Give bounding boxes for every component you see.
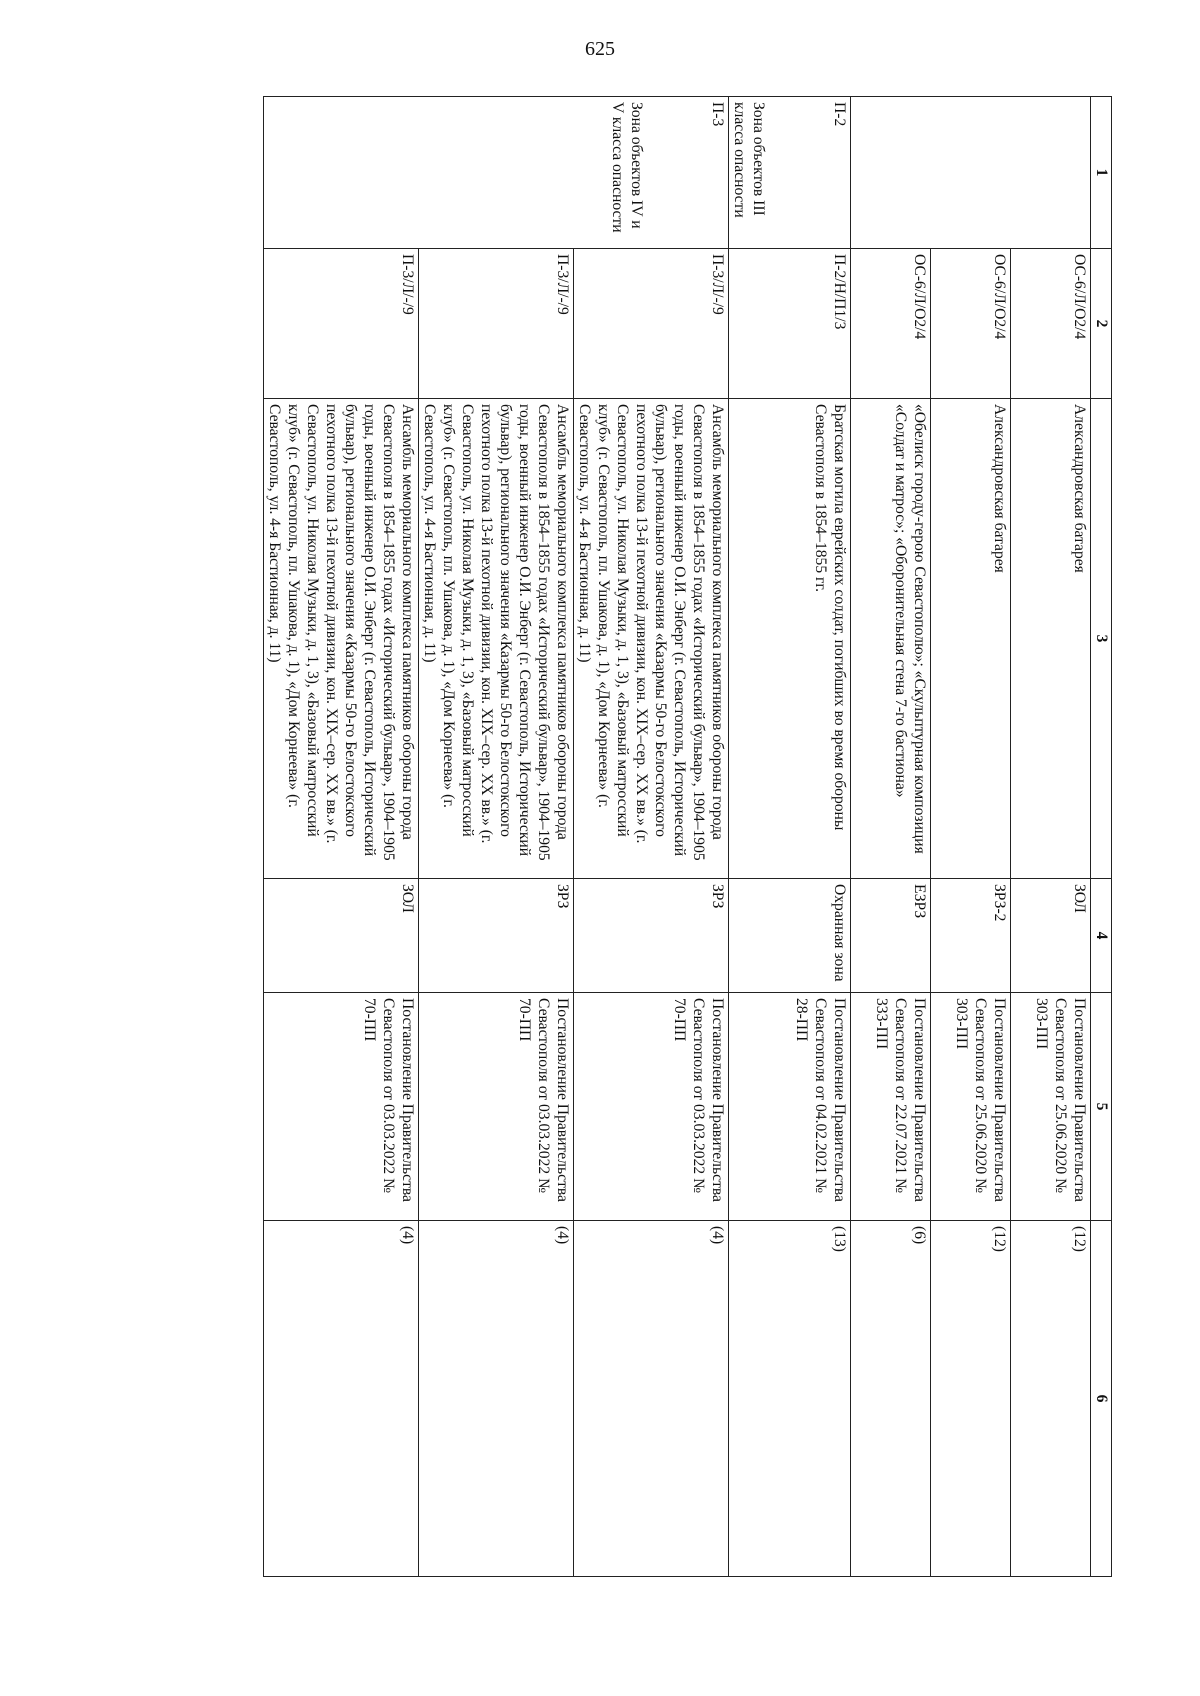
table-row: [1011, 97, 1091, 1577]
zone-cell: [729, 97, 851, 249]
column-header: 3: [1091, 399, 1112, 879]
zone-cell: [264, 97, 729, 249]
note-ref: (12): [1011, 1221, 1091, 1577]
regulation: Постановление Правительства Севастополя от 25.06.2020 № 303-ПП: [931, 993, 1011, 1221]
column-header: 6: [1091, 1221, 1112, 1577]
note-ref: (4): [574, 1221, 729, 1577]
column-header: 5: [1091, 993, 1112, 1221]
zone-cell: [851, 97, 1091, 249]
zone-type: ЕЗРЗ: [851, 879, 931, 993]
object-code: П-3/Л/-/9: [574, 249, 729, 399]
object-name: «Обелиск городу-герою Севастополю»; «Скульптурная композиция «Солдат и матрос»; «Оборонительная стена 7-го бастиона»: [851, 399, 931, 879]
object-code: ОС-6/Л/О2/4: [851, 249, 931, 399]
table-row: [419, 97, 574, 1577]
column-header: 2: [1091, 249, 1112, 399]
note-ref: (4): [419, 1221, 574, 1577]
object-name: Александровская батарея: [1011, 399, 1091, 879]
zone-type: ЗРЗ: [419, 879, 574, 993]
object-code: П-3/Л/-/9: [264, 249, 419, 399]
regulation: Постановление Правительства Севастополя от 25.06.2020 № 303-ПП: [1011, 993, 1091, 1221]
regulation: Постановление Правительства Севастополя от 03.03.2022 № 70-ПП: [419, 993, 574, 1221]
zone-type: ЗОЛ: [264, 879, 419, 993]
object-code: П-2/Н/П1/3: [729, 249, 851, 399]
table-row: [729, 97, 851, 1577]
object-code: ОС-6/Л/О2/4: [1011, 249, 1091, 399]
note-ref: (6): [851, 1221, 931, 1577]
zone-code: П-3: [709, 102, 726, 127]
object-name: Ансамбль мемориального комплекса памятников обороны города Севастополя в 1854–1855 годах «Исторический бульвар», 1904–1905 годы, военный инженер О.И. Энберг (г. Севастополь, Исторический бульвар), регионального значения «Казармы 50-го Белостокского пехотного полка 13-й пехотной дивизии, кон. XIX–сер. XX вв.» (г. Севастополь, ул. Николая Музыки, д. 1, 3), «Базовый матросский клуб» (г. Севастополь, пл. Ушакова, д. 1), «Дом Корнеева» (г. Севастополь, ул. 4-я Бастионная, д. 11): [419, 399, 574, 879]
rotated-table-container: [194, 96, 1112, 1576]
zone-type: ЗОЛ: [1011, 879, 1091, 993]
regulation: Постановление Правительства Севастополя от 22.07.2021 № 333-ПП: [851, 993, 931, 1221]
zone-type: ЗРЗ: [574, 879, 729, 993]
table-row: [574, 97, 729, 1577]
object-name: Александровская батарея: [931, 399, 1011, 879]
zones-table: [263, 96, 1112, 1577]
zone-type: Охранная зона: [729, 879, 851, 993]
object-name: Братская могила еврейских солдат, погибших во время обороны Севастополя в 1854–1855 гг.: [729, 399, 851, 879]
object-code: ОС-6/Л/О2/4: [931, 249, 1011, 399]
note-ref: (4): [264, 1221, 419, 1577]
zone-code: П-2: [831, 102, 848, 127]
zone-type: ЗРЗ-2: [931, 879, 1011, 993]
table-header-row: [1091, 97, 1112, 1577]
regulation: Постановление Правительства Севастополя от 03.03.2022 № 70-ПП: [574, 993, 729, 1221]
object-name: Ансамбль мемориального комплекса памятников обороны города Севастополя в 1854–1855 годах «Исторический бульвар», 1904–1905 годы, военный инженер О.И. Энберг (г. Севастополь, Исторический бульвар), регионального значения «Казармы 50-го Белостокского пехотного полка 13-й пехотной дивизии, кон. XIX–сер. XX вв.» (г. Севастополь, ул. Николая Музыки, д. 1, 3), «Базовый матросский клуб» (г. Севастополь, пл. Ушакова, д. 1), «Дом Корнеева» (г. Севастополь, ул. 4-я Бастионная, д. 11): [264, 399, 419, 879]
table-row: [931, 97, 1011, 1577]
column-header: 4: [1091, 879, 1112, 993]
note-ref: (13): [729, 1221, 851, 1577]
table-row: [851, 97, 931, 1577]
table-row: [264, 97, 419, 1577]
page-number: 625: [585, 38, 615, 60]
zone-name: Зона объектов III класса опасности: [731, 102, 767, 218]
regulation: Постановление Правительства Севастополя от 04.02.2021 № 28-ПП: [729, 993, 851, 1221]
zone-name: Зона объектов IV и V класса опасности: [609, 102, 645, 233]
object-code: П-3/Л/-/9: [419, 249, 574, 399]
column-header: 1: [1091, 97, 1112, 249]
object-name: Ансамбль мемориального комплекса памятников обороны города Севастополя в 1854–1855 годах «Исторический бульвар», 1904–1905 годы, военный инженер О.И. Энберг (г. Севастополь, Исторический бульвар), регионального значения «Казармы 50-го Белостокского пехотного полка 13-й пехотной дивизии, кон. XIX–сер. XX вв.» (г. Севастополь, ул. Николая Музыки, д. 1, 3), «Базовый матросский клуб» (г. Севастополь, пл. Ушакова, д. 1), «Дом Корнеева» (г. Севастополь, ул. 4-я Бастионная, д. 11): [574, 399, 729, 879]
note-ref: (12): [931, 1221, 1011, 1577]
regulation: Постановление Правительства Севастополя от 03.03.2022 № 70-ПП: [264, 993, 419, 1221]
